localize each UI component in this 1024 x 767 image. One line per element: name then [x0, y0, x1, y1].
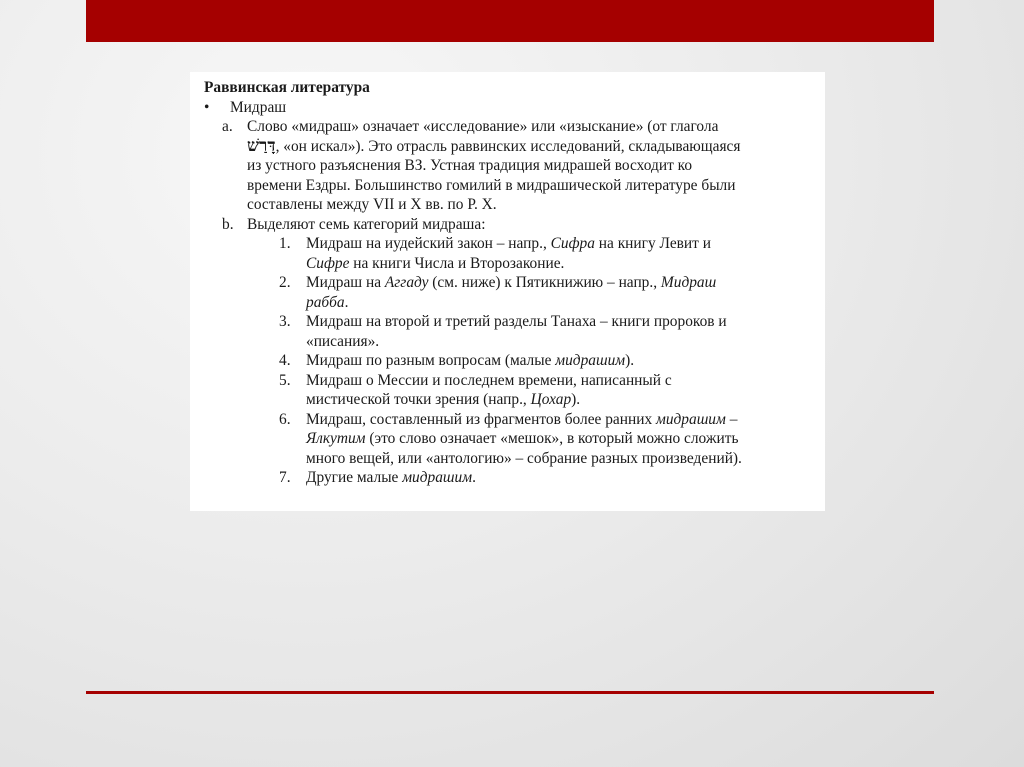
list-item-a — [204, 117, 815, 215]
item-a-text — [247, 117, 815, 215]
category-item: 7. Другие малые мидрашим. — [279, 469, 476, 486]
category-item: 4. Мидраш по разным вопросам (малые мидрашим). — [279, 352, 635, 369]
item-a-line: דָּרַשׁ, «он искал»). Это отрасль раввинских исследований, складывающаяся — [247, 135, 741, 156]
document-scan — [190, 72, 825, 511]
category-number: 7. — [279, 469, 291, 486]
category-item: 1. Мидраш на иудейский закон – напр., Сифра на книгу Левит и Сифре на книги Числа и Второзаконие. — [279, 235, 711, 272]
category-item: 6. Мидраш, составленный из фрагментов более ранних мидрашим – Ялкутим (это слово означает «мешок», в который можно сложить много вещей, или «антологию» – собрание разных произведений). — [279, 410, 742, 467]
top-accent-bar — [86, 0, 934, 42]
category-number: 4. — [279, 352, 291, 369]
item-a-mark: a. — [222, 118, 233, 135]
list-item-b — [204, 215, 815, 235]
bullet-item — [204, 98, 815, 118]
category-number: 6. — [279, 410, 291, 428]
category-number: 5. — [279, 371, 291, 389]
item-a-line: составлены между VII и X вв. по Р. Х. — [247, 196, 497, 213]
item-a-line: Слово «мидраш» означает «исследование» или «изыскание» (от глагола — [247, 118, 719, 135]
bullet-mark: • — [204, 98, 210, 116]
category-number: 3. — [279, 313, 291, 330]
category-item: 3. Мидраш на второй и третий разделы Танаха – книги пророков и «писания». — [279, 313, 727, 350]
bottom-accent-line — [86, 691, 934, 694]
document-title: Раввинская литература — [204, 79, 370, 96]
category-item: 5. Мидраш о Мессии и последнем времени, написанный с мистической точки зрения (напр., Цохар). — [279, 371, 672, 408]
item-b-mark: b. — [222, 215, 234, 233]
category-item: 2. Мидраш на Аггаду (см. ниже) к Пятикнижию – напр., Мидраш рабба. — [279, 274, 717, 311]
category-number: 1. — [279, 235, 291, 252]
item-b-text: Выделяют семь категорий мидраша: — [247, 215, 486, 233]
item-a-line: из устного разъяснения ВЗ. Устная традиция мидрашей восходит ко — [247, 157, 693, 174]
category-number: 2. — [279, 274, 291, 291]
item-a-line: времени Ездры. Большинство гомилий в мидрашической литературе были — [247, 176, 736, 194]
bullet-label: Мидраш — [230, 98, 287, 116]
hebrew-word: דָּרַשׁ — [247, 135, 276, 156]
